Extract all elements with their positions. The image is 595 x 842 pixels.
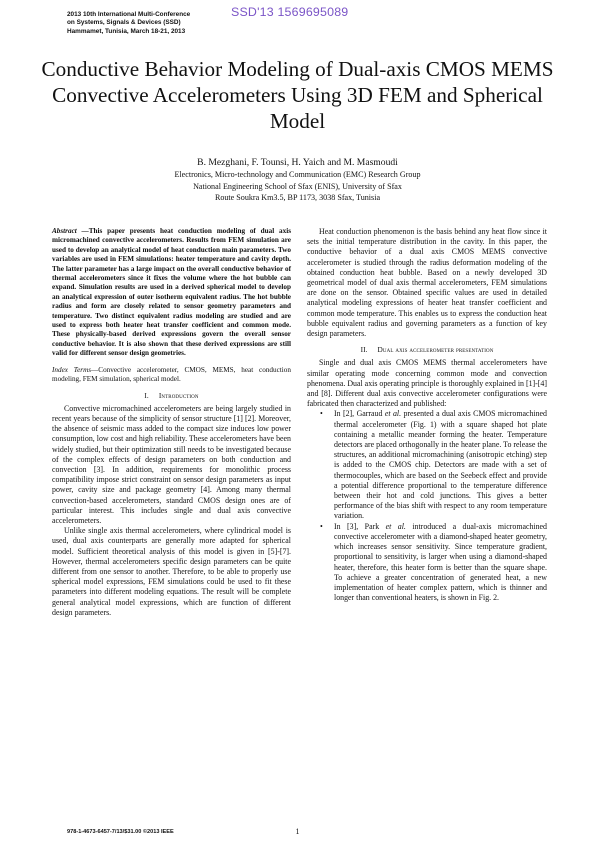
list-item: • In [3], Park et al. introduced a dual-axis micromachined convective accelerometer with a diamond-shaped heater geometry, which increases sensor sensitivity. Since temperature gradient, proportional to sensitivity, is larger when using a diamond-shaped heater, therefore, this heater form is better than the square shape. To achieve a greater concentration of generated heat, a new implementation of heater complex pattern, which is thinner and longer than conventional heaters, is shown in Fig. 2.	[320, 521, 547, 603]
affiliation-line: Electronics, Micro-technology and Communication (EMC) Research Group	[174, 170, 421, 179]
body-paragraph: Convective micromachined accelerometers are being largely studied in recent years because of the simplicity of sensor structure [1] [2]. Moreover, the absence of seismic mass added to the compact size induces low power consumption, low cost and high reliability. These accelerometers have been widely studied, but their optimization still needs to be investigated because of the complex effects of design parameters on both conduction and convection [3]. In addition, requirements for monolithic process compatibility impose strict constraint on sensor design parameters as input power, cavity size and package geometry [4]. Among many thermal convection-based accelerometers, standard CMOS design ones are of particular interest. This includes single and dual axis convective accelerometers.	[52, 403, 291, 525]
section-heading-introduction	[52, 391, 291, 401]
right-column	[307, 227, 547, 603]
paper-id-watermark: SSD'13 1569695089	[231, 5, 349, 19]
conference-header: 2013 10th International Multi-Conference on Systems, Signals & Devices (SSD) Hammamet, Tunisia, March 18-21, 2013	[67, 11, 191, 35]
abstract-label: Abstract	[52, 227, 77, 235]
affiliation-line: Route Soukra Km3.5, BP 1173, 3038 Sfax, Tunisia	[214, 193, 381, 203]
body-paragraph: Heat conduction phenomenon is the basis behind any heat flow since it sets the initial temperature distribution in the cavity. In this paper, the conductive behavior of a dual axis CMOS MEMS convective accelerometer is studied through the radius deformation modeling of the obtained conduction heat bubble. Based on a newly developed 3D geometrical model of dual axis thermal accelerometers, FEM simulations are done on the sensor. Obtained specific values are used in detailed analytical modeling expressions of heater heat transfer coefficient and common mode temperature. This enables us to express the conduction heat bubble equivalent radius and governing parameters as a function of key design parameters.	[307, 227, 547, 339]
affiliation-block	[30, 169, 565, 204]
bullet-icon: •	[320, 521, 323, 531]
index-terms	[52, 366, 291, 385]
section-number: II.	[360, 345, 368, 355]
abstract	[52, 227, 291, 359]
section-heading-presentation	[307, 345, 547, 355]
author-list: B. Mezghani, F. Tounsi, H. Yaich and M. Masmoudi	[197, 157, 398, 168]
index-terms-text: —Convective accelerometer, CMOS, MEMS, heat conduction modeling, FEM simulation, spherical model.	[52, 365, 291, 384]
section-title: Introduction	[158, 390, 199, 400]
affiliation-line: National Engineering School of Sfax (ENIS), University of Sfax	[193, 181, 402, 191]
body-paragraph: Unlike single axis thermal accelerometers, where cylindrical model is used, dual axis counterparts are generally more adapted for spherical model. Sufficient theoretical analysis of this model is given in [5]-[7]. However, thermal accelerometers specific design parameters can be quite different from one sensor to another. Therefore, to be able to properly use spherical model expressions, FEM simulations could be used to fit these parameters into different modeling equations. The result will be complete general analytical model expressions, which are function of different design parameters.	[52, 526, 291, 617]
copyright-footer: 978-1-4673-6457-7/13/$31.00 ©2013 IEEE	[67, 829, 174, 835]
paper-title: Conductive Behavior Modeling of Dual-axis CMOS MEMS Convective Accelerometers Using 3D FEM and Spherical Model	[41, 57, 554, 133]
bullet-icon: •	[320, 409, 323, 419]
body-paragraph: Single and dual axis CMOS MEMS thermal accelerometers have similar operating mode concerning common mode and convection phenomena. Dual axis operating principle is thoroughly explained in [1]-[4] and [8]. Different dual axis convective accelerometer configurations were fabricated then characterized and published:	[307, 358, 547, 409]
left-column	[52, 227, 291, 618]
page-number: 1	[295, 827, 300, 836]
section-title: Dual axis accelerometer presentation	[377, 345, 494, 355]
reference-bullet-list	[307, 409, 547, 603]
index-terms-label: Index Terms	[52, 365, 92, 374]
list-item: • In [2], Garraud et al. presented a dual axis CMOS micromachined thermal accelerometer (Fig. 1) with a square shaped hot plate containing a metallic meander forming the heater. Temperature detectors are placed orthogonally in the heater plane. To release the structures, an additional micromachining (anisotropic etching) step is added to the CMOS chip. Detectors are made with a set of thermocouples, which are based on the Seebeck effect and provide a potential difference proportional to the temperature difference between their hot and cold junctions. This gives a better performance of the bias shift with respect to any room temperature variation.	[320, 409, 548, 521]
section-number: I.	[144, 390, 149, 400]
abstract-text: —This paper presents heat conduction modeling of dual axis micromachined convective accelerometers. Results from FEM simulation are used to develop an analytical model of heat conduction main parameters. Two variables are used in FEM simulations: heater temperature and cavity depth. The latter parameter has a large impact on the overall conductive behavior of thermal accelerometers since it fixes the volume where the hot bubble can expand. Simulation results are used in a derived spherical model to develop an analytical expression of outer isotherm equivalent radius. The hot bubble radius and form are closely related to sensor geometry parameters and temperature. Two distinct equivalent radius modeling are studied and are used to express both heater heat transfer coefficient and common mode. These physically-based derived expressions govern the overall sensor conductive behavior. It is also shown that these derived expressions are still valid for different sensor design geometries.	[52, 227, 291, 358]
